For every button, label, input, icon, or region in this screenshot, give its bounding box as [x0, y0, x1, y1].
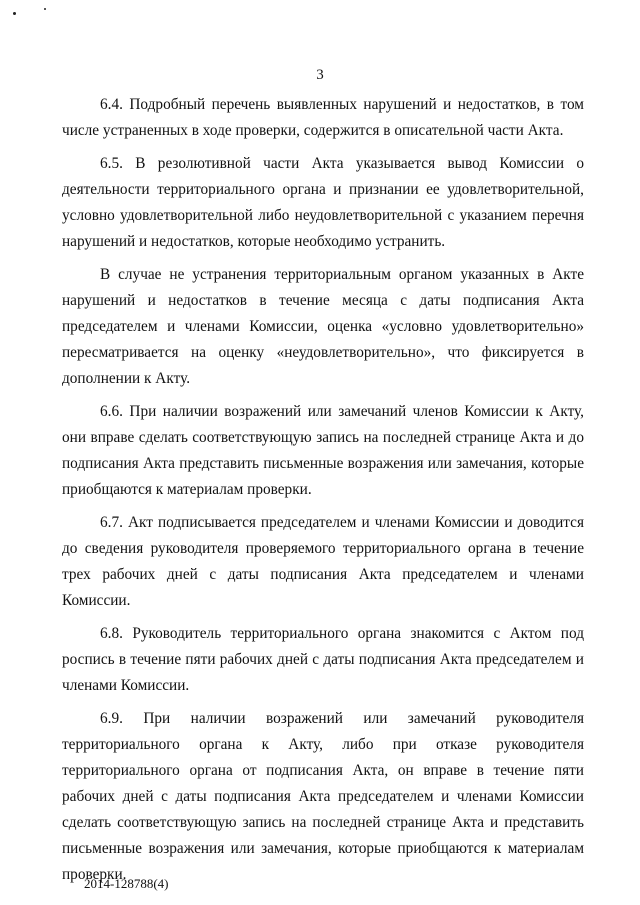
- page-number: 3: [316, 67, 324, 83]
- paragraph-6-7: 6.7. Акт подписывается председателем и членами Комиссии и доводится до сведения руководителя проверяемого территориального органа в течение трех рабочих дней с даты подписания Акта председателем и членами Комиссии.: [62, 514, 584, 609]
- paragraph-6-6: 6.6. При наличии возражений или замечаний членов Комиссии к Акту, они вправе сделать соответствующую запись на последней странице Акта и до подписания Акта представить письменные возражения или замечания, которые приобщаются к материалам проверки.: [62, 403, 584, 498]
- paragraph-6-5-continuation: В случае не устранения территориальным органом указанных в Акте нарушений и недостатков в течение месяца с даты подписания Акта председателем и членами Комиссии, оценка «условно удовлетворительно» пересматривается на оценку «неудовлетворительно», что фиксируется в дополнении к Акту.: [62, 266, 584, 387]
- paragraph-6-4: 6.4. Подробный перечень выявленных нарушений и недостатков, в том числе устраненных в ходе проверки, содержится в описательной части Акта.: [62, 96, 584, 139]
- paragraph-6-5: 6.5. В резолютивной части Акта указывается вывод Комиссии о деятельности территориального органа и признании ее удовлетворительной, условно удовлетворительной либо неудовлетворительной с указанием перечня нарушений и недостатков, которые необходимо устранить.: [62, 155, 584, 250]
- document-code: 2014-128788(4): [84, 876, 169, 891]
- paragraph-6-8: 6.8. Руководитель территориального органа знакомится с Актом под роспись в течение пяти рабочих дней с даты подписания Акта председателем и членами Комиссии.: [62, 625, 584, 694]
- document-body: [62, 92, 584, 895]
- scan-speck: [13, 12, 16, 15]
- scan-speck: [44, 8, 46, 10]
- paragraph-6-9: 6.9. При наличии возражений или замечаний руководителя территориального органа к Акту, либо при отказе руководителя территориального органа от подписания Акта, он вправе в течение пяти рабочих дней с даты подписания Акта председателем и членами Комиссии сделать соответствующую запись на последней странице Акта и представить письменные возражения или замечания, которые приобщаются к материалам проверки.: [62, 710, 584, 883]
